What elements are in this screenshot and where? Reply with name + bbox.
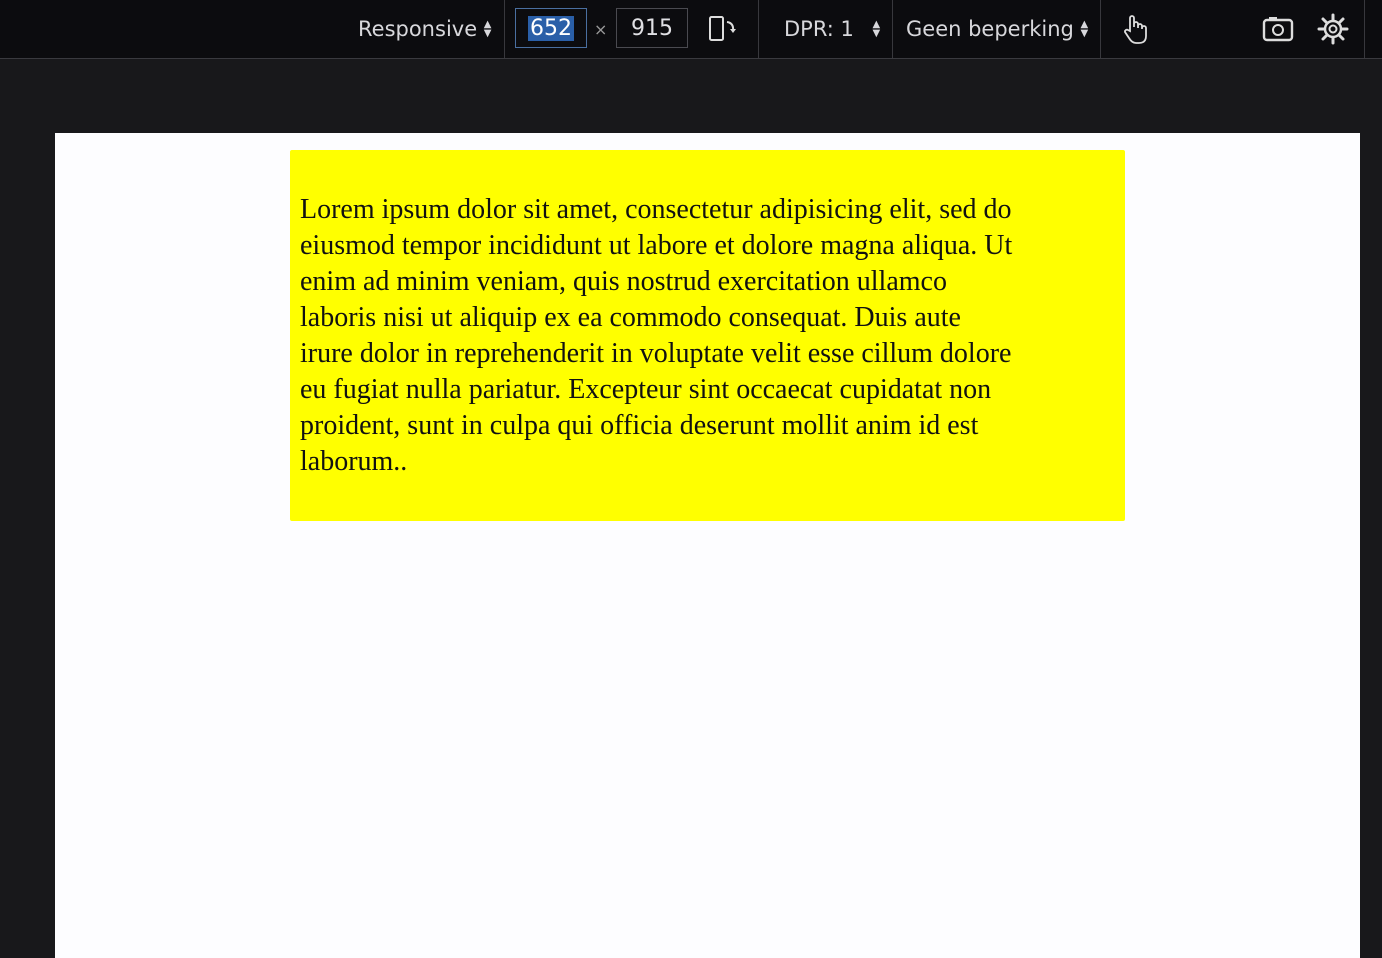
width-value: 652 — [530, 15, 572, 41]
paragraph-line: proident, sunt in culpa qui officia deserunt mollit anim id est — [300, 410, 979, 441]
responsive-toolbar — [0, 0, 1382, 59]
screenshot-icon[interactable] — [1261, 0, 1295, 58]
paragraph-line: laborum.. — [300, 446, 408, 477]
dpr-label: DPR: 1 — [784, 17, 854, 41]
touch-icon[interactable] — [1120, 0, 1150, 58]
divider — [1100, 0, 1101, 58]
lorem-ipsum-box — [290, 150, 1125, 521]
updown-icon: ▲ ▼ — [872, 19, 881, 39]
divider — [504, 0, 505, 58]
width-input[interactable] — [515, 8, 587, 48]
divider — [892, 0, 893, 58]
rotate-device-icon[interactable] — [706, 0, 740, 58]
times-label: × — [594, 19, 608, 39]
paragraph-line: Lorem ipsum dolor sit amet, consectetur adipisicing elit, sed do — [300, 194, 1012, 225]
divider — [758, 0, 759, 58]
dpr-select[interactable] — [784, 0, 881, 58]
divider — [1364, 0, 1365, 58]
responsive-viewport — [55, 133, 1360, 958]
paragraph-line: laboris nisi ut aliquip ex ea commodo consequat. Duis aute — [300, 302, 961, 333]
throttle-label: Geen beperking — [906, 17, 1074, 41]
paragraph-line: eu fugiat nulla pariatur. Excepteur sint occaecat cupidatat non — [300, 374, 992, 405]
updown-icon: ▲ ▼ — [1080, 19, 1089, 39]
paragraph-line: irure dolor in reprehenderit in voluptate velit esse cillum dolore — [300, 338, 1012, 369]
device-select-label: Responsive — [358, 17, 478, 41]
paragraph-line: enim ad minim veniam, quis nostrud exercitation ullamco — [300, 266, 947, 297]
times-sign — [594, 0, 607, 58]
throttle-select[interactable] — [906, 0, 1089, 58]
height-input[interactable] — [616, 8, 688, 48]
paragraph-line: eiusmod tempor incididunt ut labore et dolore magna aliqua. Ut — [300, 230, 1013, 261]
updown-icon: ▲ ▼ — [483, 19, 492, 39]
settings-icon[interactable] — [1316, 0, 1350, 58]
height-value: 915 — [631, 15, 673, 41]
device-select[interactable] — [358, 0, 492, 58]
